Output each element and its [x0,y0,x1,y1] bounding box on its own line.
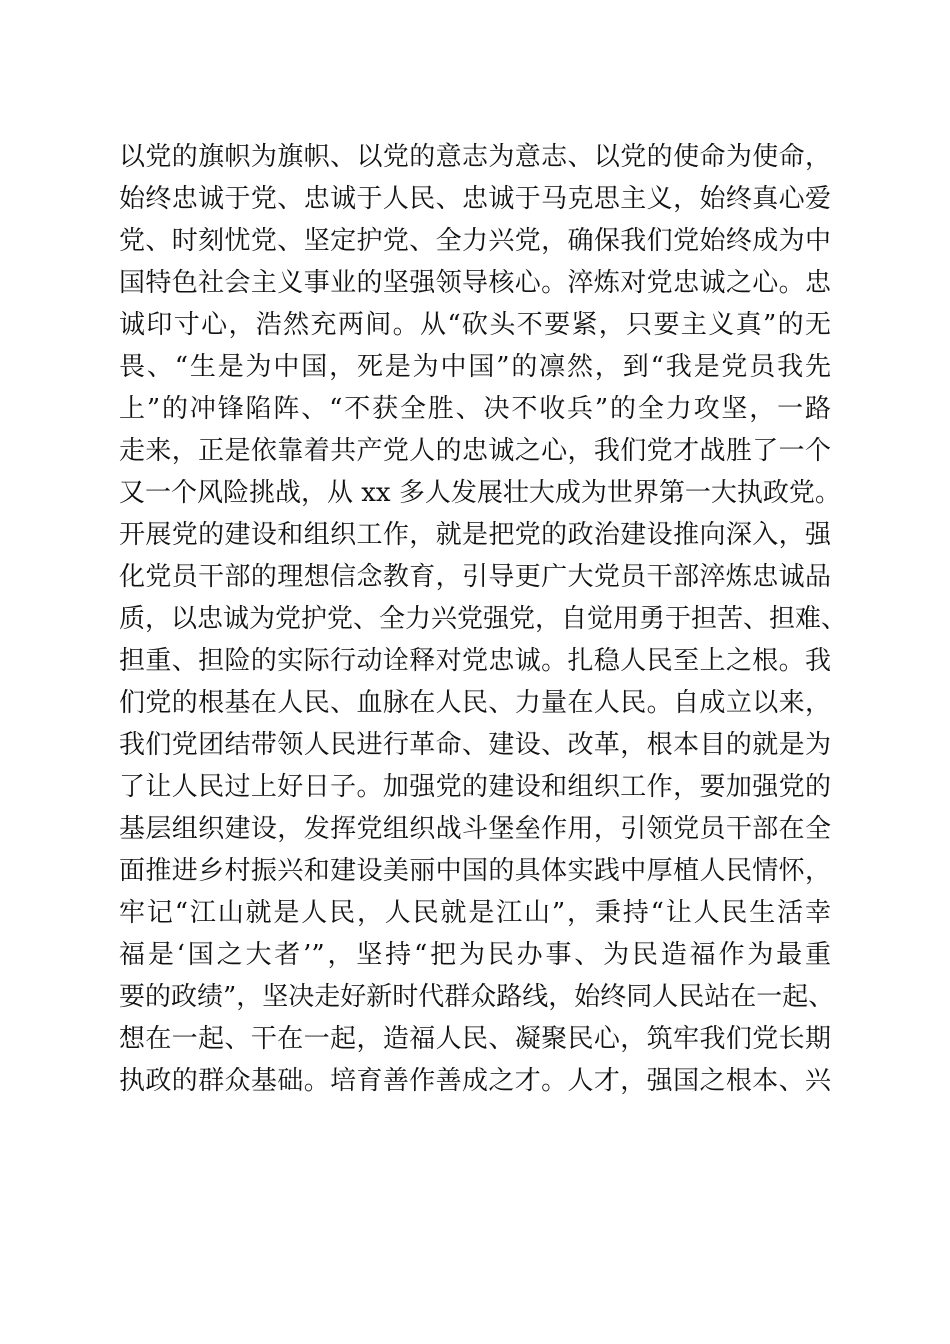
text-line: 基层组织建设，发挥党组织战斗堡垒作用，引领党员干部在全 [119,814,831,844]
text-line: 质，以忠诚为党护党、全力兴党强党，自觉用勇于担苦、担难、 [119,604,848,634]
text-line: 国特色社会主义事业的坚强领导核心。淬炼对党忠诚之心。忠 [119,268,831,298]
text-line: 牢记“江山就是人民，人民就是江山”，秉持“让人民生活幸 [119,898,831,928]
text-line: 要的政绩”，坚决走好新时代群众路线，始终同人民站在一起、 [119,982,835,1012]
text-line: 又一个风险挑战，从 xx 多人发展壮大成为世界第一大执政党。 [119,478,841,508]
text-line: 诚印寸心，浩然充两间。从“砍头不要紧，只要主义真”的无 [119,310,831,340]
text-line: 想在一起、干在一起，造福人民、凝聚民心，筑牢我们党长期 [119,1024,831,1054]
text-line: 福是‘国之大者’”，坚持“把为民办事、为民造福作为最重 [119,940,831,970]
text-line: 执政的群众基础。培育善作善成之才。人才，强国之根本、兴 [119,1066,831,1096]
text-line: 化党员干部的理想信念教育，引导更广大党员干部淬炼忠诚品 [119,562,831,592]
text-line: 开展党的建设和组织工作，就是把党的政治建设推向深入，强 [119,520,831,550]
text-line: 面推进乡村振兴和建设美丽中国的具体实践中厚植人民情怀， [119,856,831,886]
text-line: 了让人民过上好日子。加强党的建设和组织工作，要加强党的 [119,772,831,802]
text-line: 走来，正是依靠着共产党人的忠诚之心，我们党才战胜了一个 [119,436,831,466]
text-line: 党、时刻忧党、坚定护党、全力兴党，确保我们党始终成为中 [119,226,831,256]
text-line: 畏、“生是为中国，死是为中国”的凛然，到“我是党员我先 [119,352,831,382]
text-line: 以党的旗帜为旗帜、以党的意志为意志、以党的使命为使命， [119,142,831,172]
text-line: 们党的根基在人民、血脉在人民、力量在人民。自成立以来， [119,688,831,718]
text-line: 始终忠诚于党、忠诚于人民、忠诚于马克思主义，始终真心爱 [119,184,831,214]
text-line: 担重、担险的实际行动诠释对党忠诚。扎稳人民至上之根。我 [119,646,831,676]
body-paragraph [119,136,848,1102]
text-line: 我们党团结带领人民进行革命、建设、改革，根本目的就是为 [119,730,831,760]
text-line: 上”的冲锋陷阵、“不获全胜、决不收兵”的全力攻坚，一路 [119,394,831,424]
